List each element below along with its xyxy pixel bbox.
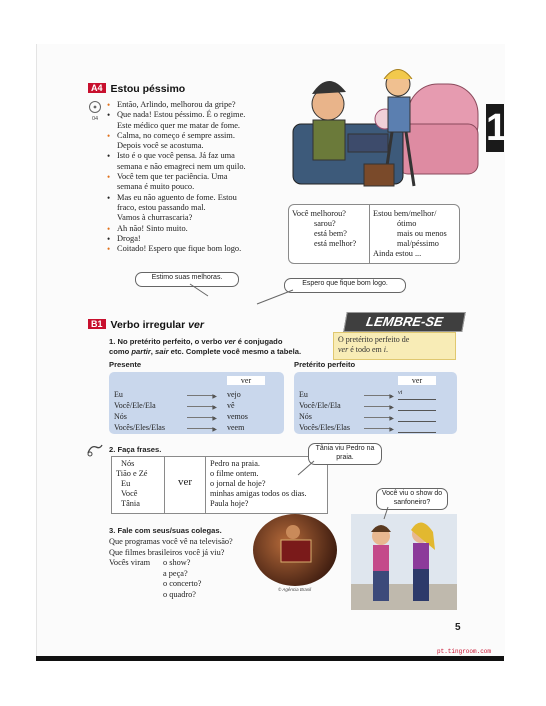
audio-cd-icon	[88, 100, 102, 122]
arrow-icon: ▶	[187, 417, 215, 418]
question-item: está bem?	[314, 229, 347, 238]
question-item: Você melhorou?	[292, 209, 346, 218]
preterito-pronoun: Você/Ele/Ela	[299, 401, 341, 410]
dialogue-line: Este médico quer me matar de fome.	[117, 120, 241, 130]
preterito-pronoun: Vocês/Eles/Elas	[299, 423, 350, 432]
subject-item: Tião e Zé	[116, 469, 148, 478]
presente-pronoun: Você/Ele/Ela	[114, 401, 156, 410]
presente-pronoun: Vocês/Eles/Elas	[114, 423, 165, 432]
lembre-se-text: é todo em	[348, 344, 384, 354]
dialogue-text: • Então, Arlindo, melhorou da gripe? • Que nada! Estou péssimo. É o regime. Este médico quer me matar de fome. • Calma, no começo é sempre assim. Depois você se acostuma. • Isto é o que você pensa. Já faz uma semana e não emagreci nem um quilo. • Você tem que ter paciência. Uma semana é muito pouco. • Mas eu não aguento de fome. Estou fraco, estou passando mal. Vamos à churrascaria? • Ah não! Sinto muito. • Droga! • Coitado! Espero que fique bom logo.	[107, 100, 246, 255]
exercise-3-title: 3. Fale com seus/suas colegas.	[109, 526, 222, 535]
presente-table	[109, 372, 284, 434]
section-a4-badge: A4	[88, 83, 106, 93]
presente-pronoun: Nós	[114, 412, 127, 421]
arrow-icon: ▶	[364, 428, 392, 429]
photo-credit: © Agência Brasil	[278, 587, 312, 592]
exercise-3-prompt: Vocês viram	[109, 558, 151, 567]
bubble-tail	[296, 461, 316, 477]
object-item: o filme ontem.	[210, 469, 259, 478]
dialogue-line: Isto é o que você pensa. Já faz uma	[117, 151, 235, 161]
object-item: minhas amigas todos os dias.	[210, 489, 307, 498]
instruction-verb: ver	[224, 337, 236, 346]
presente-pronoun: Eu	[114, 390, 123, 399]
instruction-text: é conjugado	[235, 337, 283, 346]
section-b1-title-verb: ver	[188, 319, 204, 331]
dialogue-line: Vamos à churrascaria?	[117, 213, 193, 223]
presente-form: vemos	[227, 412, 248, 421]
instruction-text: ,	[150, 347, 156, 356]
arrow-icon: ▶	[187, 406, 215, 407]
preterito-form-blank[interactable]	[398, 412, 436, 422]
section-a4-heading	[88, 83, 185, 95]
lembre-se-note	[333, 332, 456, 360]
presente-header: ver	[227, 376, 265, 385]
dialogue-line: semana é muito pouco.	[117, 182, 195, 192]
speech-bubble-hope: Espero que fique bom logo.	[284, 278, 406, 293]
subject-item: Tânia	[121, 499, 140, 508]
section-a4-title: Estou péssimo	[110, 83, 186, 95]
object-item: Paula hoje?	[210, 499, 249, 508]
exercise-3-option: o concerto?	[163, 579, 202, 588]
exercise-2-title: 2. Faça frases.	[109, 445, 162, 454]
exercise-1-instruction	[109, 337, 334, 357]
object-item: o jornal de hoje?	[210, 479, 266, 488]
cartoon-illustration	[288, 64, 484, 202]
section-b1-title: Verbo irregular	[110, 319, 189, 331]
presente-label: Presente	[109, 360, 142, 369]
answer-item: mais ou menos	[397, 229, 447, 238]
exercise-3-option: a peça?	[163, 568, 188, 578]
instruction-text: No pretérito perfeito, o verbo	[117, 337, 225, 346]
dialogue-line: Mas eu não aguento de fome. Estou	[117, 192, 237, 202]
dialogue-line: Ah não! Sinto muito.	[117, 223, 188, 233]
object-item: Pedro na praia.	[210, 459, 260, 468]
lembre-se-verb: ver	[338, 344, 349, 354]
page-bottom-rule	[36, 656, 504, 661]
preterito-pronoun: Nós	[299, 412, 312, 421]
preterito-form-blank[interactable]: vi	[398, 390, 436, 400]
instruction-text: como	[109, 347, 132, 356]
arrow-icon: ▶	[187, 428, 215, 429]
chapter-tab: 1	[486, 104, 504, 152]
bubble-tail	[382, 507, 396, 521]
dialogue-line: Então, Arlindo, melhorou da gripe?	[117, 100, 236, 109]
lembre-se-period: .	[386, 344, 388, 354]
instruction-text: etc. Complete você mesmo a tabela.	[168, 347, 302, 356]
speech-bubble-get-well: Estimo suas melhoras.	[135, 272, 239, 287]
preterito-form-blank[interactable]	[398, 423, 436, 433]
answer-item: Estou bem/melhor/	[373, 209, 437, 218]
instruction-verb: partir	[131, 347, 151, 356]
answer-item: ótimo	[397, 219, 417, 228]
audio-track-number: 04	[91, 116, 99, 122]
exercise-3-question: Que filmes brasileiros você já viu?	[109, 547, 225, 557]
answer-item: mal/péssimo	[397, 239, 439, 248]
dialogue-line: Que nada! Estou péssimo. É o regime.	[117, 110, 246, 120]
bubble-tail	[255, 290, 295, 306]
dialogue-line: semana e não emagreci nem um quilo.	[117, 161, 246, 171]
instruction-verb: sair	[155, 347, 169, 356]
bubble-tail	[190, 284, 210, 298]
arrow-icon: ▶	[187, 395, 215, 396]
preterito-header: ver	[398, 376, 436, 385]
table-divider	[164, 457, 165, 513]
presente-form: vê	[227, 401, 235, 410]
object-list	[210, 459, 307, 509]
lembre-se-letter: i	[383, 344, 386, 354]
preterito-pronoun: Eu	[299, 390, 308, 399]
presente-form: veem	[227, 423, 245, 432]
speech-bubble-show: Você viu o show do sanfoneiro?	[376, 488, 448, 510]
arrow-icon: ▶	[364, 406, 392, 407]
dialogue-line: Coitado! Espero que fique bom logo.	[117, 244, 242, 254]
speech-bubble-example: Tânia viu Pedro na praia.	[308, 443, 382, 465]
subject-item: Nós	[121, 459, 135, 468]
preterito-form-blank[interactable]	[398, 401, 436, 411]
question-item: está melhor?	[314, 239, 357, 248]
lembre-se-line2	[338, 345, 451, 355]
table-divider	[205, 457, 206, 513]
box-divider	[369, 205, 370, 263]
lembre-se-banner: LEMBRE-SE	[343, 312, 466, 332]
preterito-table	[294, 372, 457, 434]
dialogue-line: fraco, estou passando mal.	[117, 202, 206, 212]
exercise-3-question: Que programas você vê na televisão?	[109, 537, 233, 546]
question-item: sarou?	[314, 219, 336, 228]
lembre-se-line1: O pretérito perfeito de	[338, 335, 410, 344]
section-b1-heading	[88, 319, 204, 331]
subject-item: Você	[121, 489, 138, 498]
accordion-player-photo	[253, 514, 337, 586]
answer-item: Ainda estou ...	[373, 249, 422, 258]
presente-form: vejo	[227, 390, 241, 399]
dialogue-line: Você tem que ter paciência. Uma	[117, 172, 228, 182]
arrow-icon: ▶	[364, 395, 392, 396]
watermark: pt.tingroom.com	[437, 648, 492, 655]
exercise-3-options	[163, 558, 201, 600]
subject-item: Eu	[121, 479, 131, 488]
arrow-icon: ▶	[364, 417, 392, 418]
dialogue-line: Droga!	[117, 233, 141, 243]
two-girls-illustration	[351, 514, 457, 610]
pair-work-icon	[86, 443, 104, 457]
question-list	[292, 209, 366, 249]
exercise-3-option: o quadro?	[163, 589, 196, 599]
expressions-box	[288, 204, 460, 264]
exercise-3-option: o show?	[163, 558, 191, 567]
exercise-number: 1.	[109, 337, 116, 346]
dialogue-line: Depois você se acostuma.	[117, 141, 204, 151]
preterito-label: Pretérito perfeito	[294, 360, 356, 369]
subject-list	[116, 459, 148, 509]
answer-list	[373, 209, 459, 259]
page-number: 5	[455, 622, 461, 633]
section-b1-badge: B1	[88, 319, 106, 329]
exercise-3-questions	[109, 537, 259, 600]
exercise-2-verb: ver	[177, 476, 193, 488]
dialogue-line: Calma, no começo é sempre assim.	[117, 130, 235, 140]
